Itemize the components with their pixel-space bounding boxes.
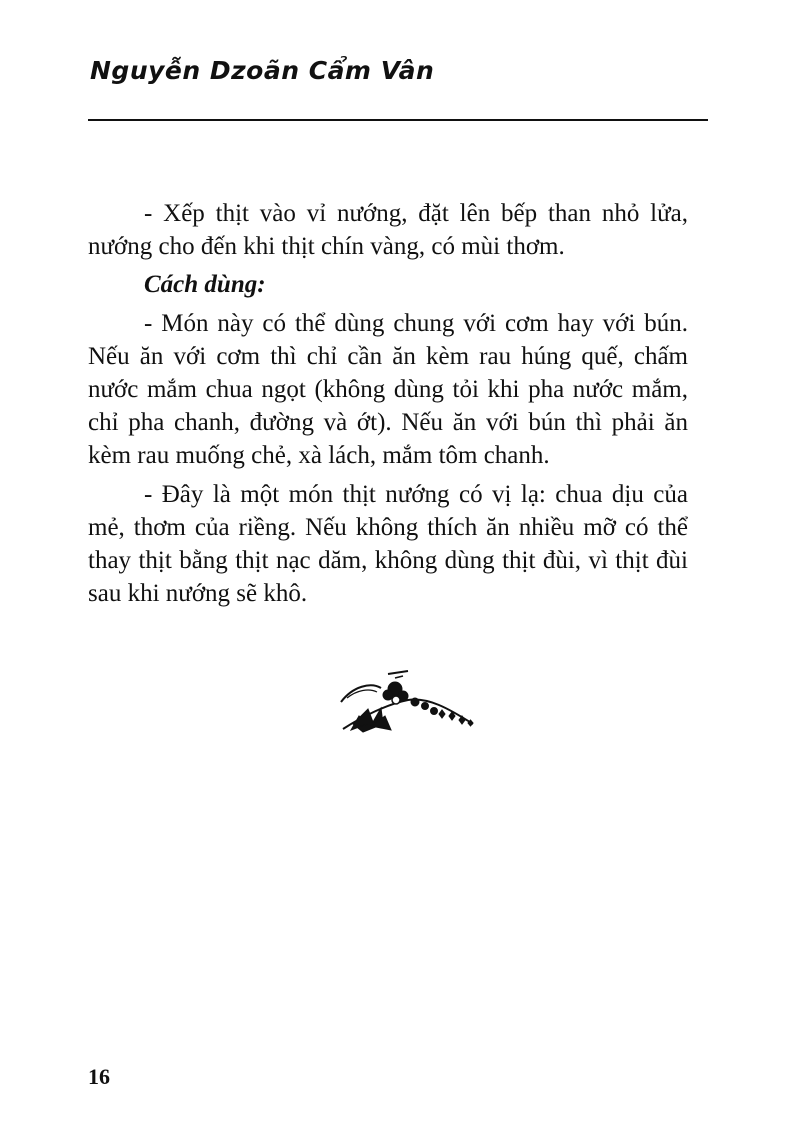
floral-sprig-icon [333,664,478,739]
paragraph-grilling-step: - Xếp thịt vào vỉ nướng, đặt lên bếp than nhỏ lửa, nướng cho đến khi thịt chín vàng, có mùi thơm. [88,200,688,261]
running-header-author: Nguyễn Dzoãn Cẩm Vân [90,56,435,85]
paragraph-serving: - Món này có thể dùng chung với cơm hay với bún. Nếu ăn với cơm thì chỉ cần ăn kèm rau húng quế, chấm nước mắm chua ngọt (không dùng tỏi khi pha nước mắm, chỉ pha chanh, đường và ớt). Nếu ăn với bún thì phải ăn kèm rau muống chẻ, xà lách, mắm tôm chanh. [88,309,688,470]
header-divider [88,119,708,121]
paragraph-flavor-note: - Đây là một món thịt nướng có vị lạ: chua dịu của mẻ, thơm của riềng. Nếu không thích ăn nhiều mỡ có thể thay thịt bằng thịt nạc dăm, không dùng thịt đùi, vì thịt đùi sau khi nướng sẽ khô. [88,480,688,608]
page-number: 16 [88,1064,110,1089]
section-heading-usage: Cách dùng: [144,271,266,299]
body-text [88,197,688,615]
